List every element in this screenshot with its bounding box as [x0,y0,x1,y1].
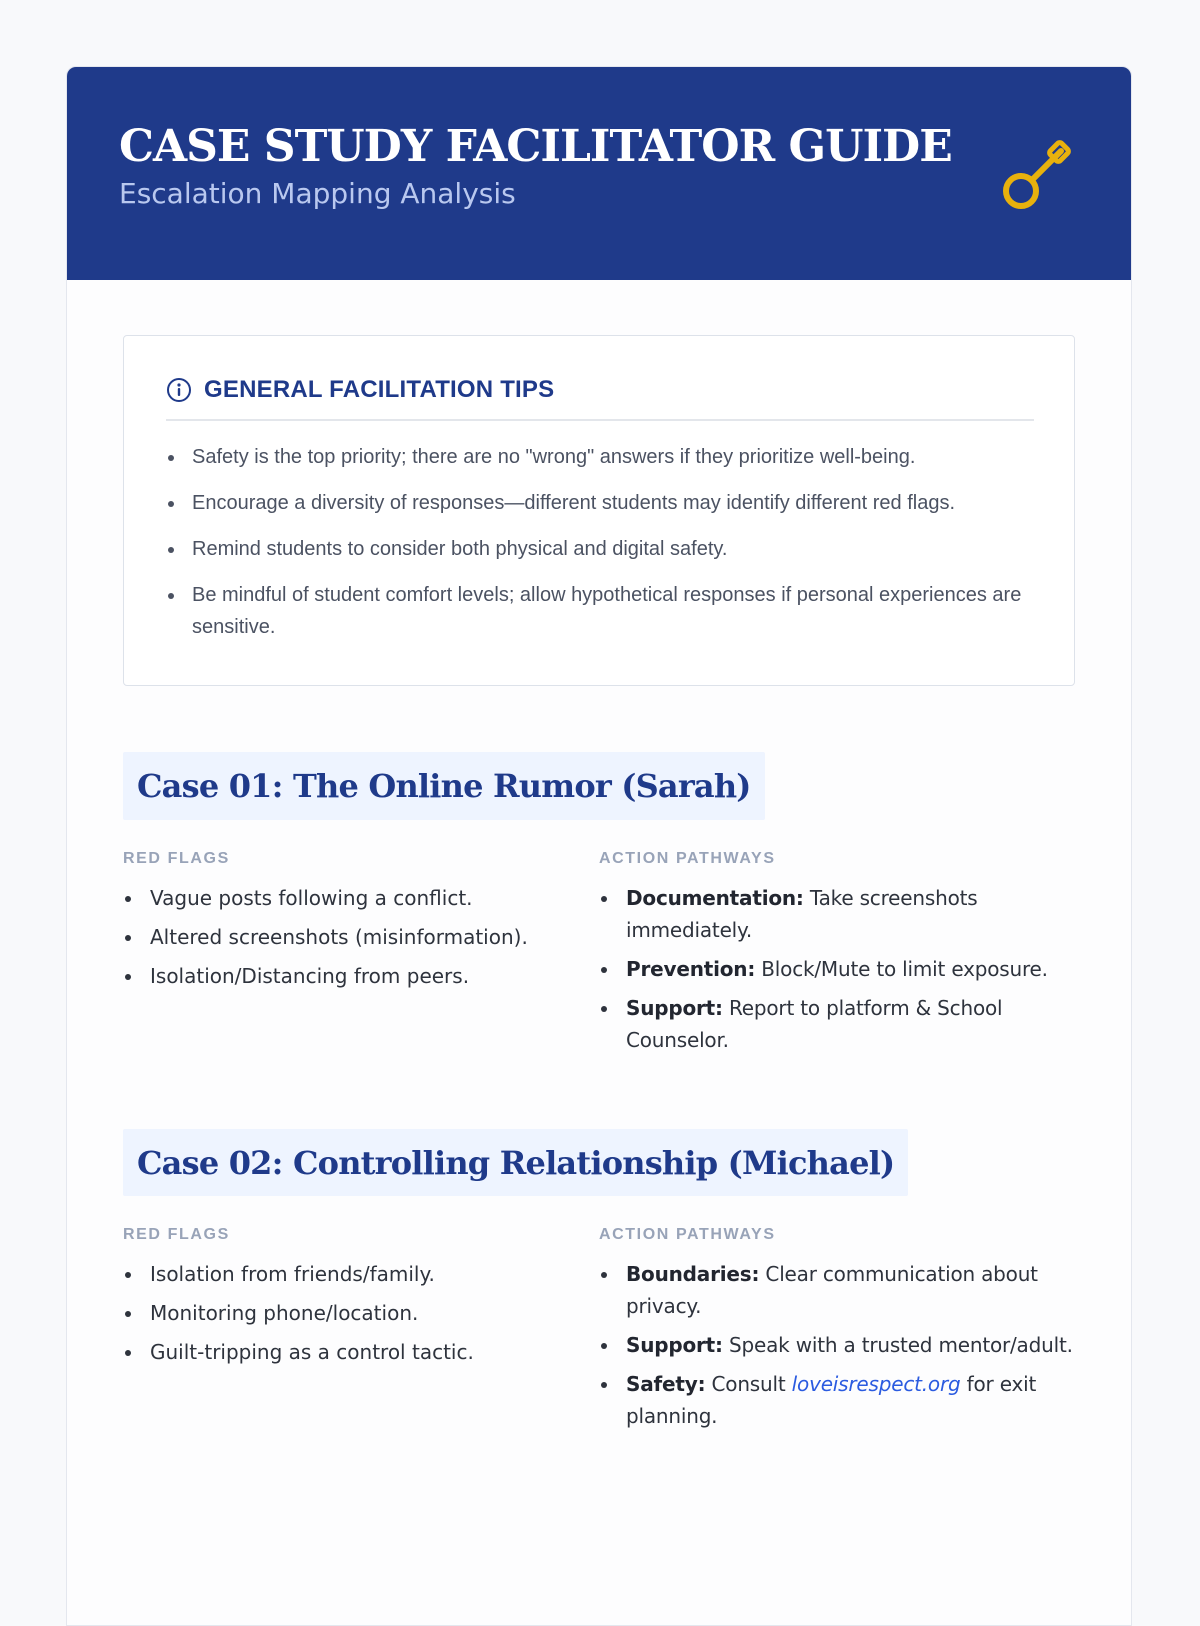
list-item: Be mindful of student comfort levels; allow hypothetical responses if personal experiences are sensitive. [166,579,1034,643]
facilitation-tips-card [123,335,1075,686]
action-pathways-list [599,1258,1075,1432]
action-pathways-column [599,850,1075,1063]
list-item: Isolation/Distancing from peers. [123,960,599,992]
guide-page [66,66,1132,1626]
action-term: Safety: [626,1372,706,1397]
list-item [599,882,1075,946]
list-item: Safety is the top priority; there are no "wrong" answers if they prioritize well-being. [166,441,1034,473]
page-subtitle: Escalation Mapping Analysis [119,177,516,211]
red-flags-column [123,850,599,1063]
list-item: Remind students to consider both physical and digital safety. [166,533,1034,565]
list-item: Guilt-tripping as a control tactic. [123,1336,599,1368]
info-icon [166,377,192,403]
action-term: Support: [626,1333,723,1358]
case-columns [123,850,1075,1063]
red-flags-column [123,1226,599,1439]
tips-list [166,441,1034,643]
action-term: Prevention: [626,956,756,981]
action-pathways-label: ACTION PATHWAYS [599,1226,776,1244]
case-01-section [123,752,1075,1063]
list-item: Monitoring phone/location. [123,1297,599,1329]
list-item: Vague posts following a conflict. [123,882,599,914]
header-banner [67,67,1131,280]
action-pathways-column [599,1226,1075,1439]
action-pathways-label: ACTION PATHWAYS [599,849,776,867]
loveisrespect-link[interactable]: loveisrespect.org [791,1372,961,1397]
list-item [599,1368,1075,1432]
list-item [599,1258,1075,1322]
key-icon [999,135,1077,213]
list-item [599,992,1075,1056]
red-flags-label: RED FLAGS [123,849,230,867]
action-text: Speak with a trusted mentor/adult. [722,1333,1073,1358]
list-item [599,953,1075,985]
action-term: Support: [626,995,723,1020]
content-area [67,280,1131,1439]
list-item: Encourage a diversity of responses—different students may identify different red flags. [166,487,1034,519]
action-term: Documentation: [626,885,804,910]
action-text: Take screenshots immediately. [626,885,978,942]
list-item [599,1329,1075,1361]
action-text: Block/Mute to limit exposure. [755,956,1048,981]
page-title: CASE STUDY FACILITATOR GUIDE [119,121,952,172]
list-item: Altered screenshots (misinformation). [123,921,599,953]
action-text: Consult [705,1372,792,1397]
action-pathways-list [599,882,1075,1056]
action-text: Report to platform & School Counselor. [626,995,1003,1052]
action-term: Boundaries: [626,1262,760,1287]
tips-heading-text: GENERAL FACILITATION TIPS [204,376,555,403]
case-title: Case 01: The Online Rumor (Sarah) [123,752,765,820]
list-item: Isolation from friends/family. [123,1258,599,1290]
case-columns [123,1226,1075,1439]
action-text-after: for exit planning. [626,1372,1037,1429]
red-flags-list [123,882,599,992]
action-text: Clear communication about privacy. [626,1262,1038,1319]
case-02-section [123,1129,1075,1440]
tips-heading [166,376,1034,421]
red-flags-list [123,1258,599,1368]
red-flags-label: RED FLAGS [123,1226,230,1244]
case-title: Case 02: Controlling Relationship (Michael) [123,1129,908,1197]
